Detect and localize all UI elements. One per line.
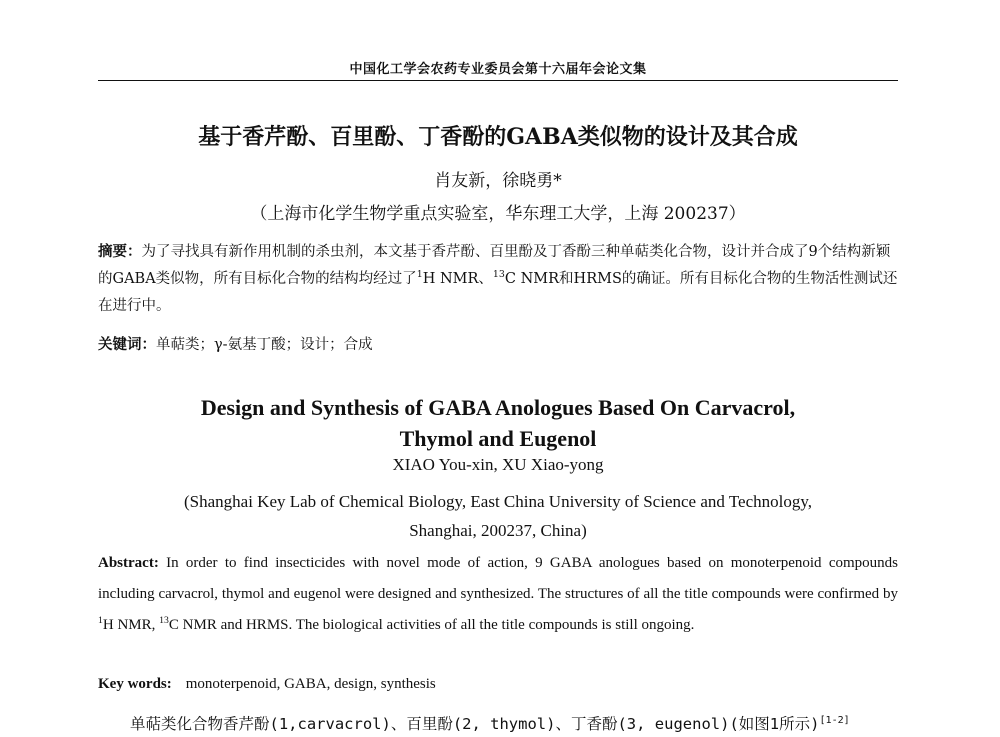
english-keywords-label: Key words: [98,676,172,692]
english-affiliation-line-1: (Shanghai Key Lab of Chemical Biology, East China University of Science and Technology, [184,492,812,511]
english-abstract [98,548,898,641]
english-title [98,392,898,454]
sup-13c-en: 13 [159,615,169,626]
chinese-keywords-text: 单萜类；γ-氨基丁酸；设计；合成 [156,337,373,353]
english-abstract-text-2: H NMR, [102,617,160,633]
english-keywords [98,676,898,693]
english-abstract-label: Abstract: [98,555,159,571]
chinese-keywords [98,333,898,354]
body-first-line [130,712,900,734]
chinese-authors: 肖友新，徐晓勇* [434,171,562,191]
chinese-abstract-text-3: C NMR和HRMS的确证。所有目标化合物的生物活性测试还在进行中。 [98,271,898,314]
english-title-line-2: Thymol and Eugenol [399,426,597,451]
chinese-title: 基于香芹酚、百里酚、丁香酚的GABA类似物的设计及其合成 [198,124,798,150]
chinese-abstract-text-2: H NMR、 [422,271,493,287]
english-title-line-1: Design and Synthesis of GABA Anologues Based On Carvacrol, [200,395,796,420]
english-keywords-text: monoterpenoid, GABA, design, synthesis [185,676,436,692]
reference-sup: [1-2] [819,714,850,726]
sup-1h-cn: 1 [416,269,423,281]
english-authors: XIAO You-xin, XU Xiao-yong [392,455,604,474]
chinese-abstract-text-1: 为了寻找具有新作用机制的杀虫剂，本文基于香芹酚、百里酚及丁香酚三种单萜类化合物，设计并合成了9个结构新颖的GABA类似物，所有目标化合物的结构均经过了 [98,244,891,287]
chinese-abstract [98,238,898,320]
english-affiliation [98,487,898,545]
chinese-abstract-label: 摘要： [98,243,142,260]
english-affiliation-line-2: Shanghai, 200237, China) [409,521,587,540]
sup-13c-cn: 13 [492,269,505,281]
english-abstract-text-1: In order to find insecticides with novel mode of action, 9 GABA anologues based on monoterpenoid compounds including carvacrol, thymol and eugenol were designed and synthesized. The structures of all the title compounds were confirmed by [98,555,898,602]
english-abstract-text-3: C NMR and HRMS. The biological activities of all the title compounds is still ongoing. [168,617,695,633]
body-text: 单萜类化合物香芹酚(1,carvacrol)、百里酚(2, thymol)、丁香酚(3, eugenol)(如图1所示) [130,715,820,733]
sup-1h-en: 1 [98,615,103,626]
chinese-keywords-label: 关键词： [98,336,156,353]
chinese-affiliation: （上海市化学生物学重点实验室，华东理工大学，上海 200237） [250,204,746,224]
running-header: 中国化工学会农药专业委员会第十六届年会论文集 [349,62,647,77]
header-rule [98,80,898,81]
